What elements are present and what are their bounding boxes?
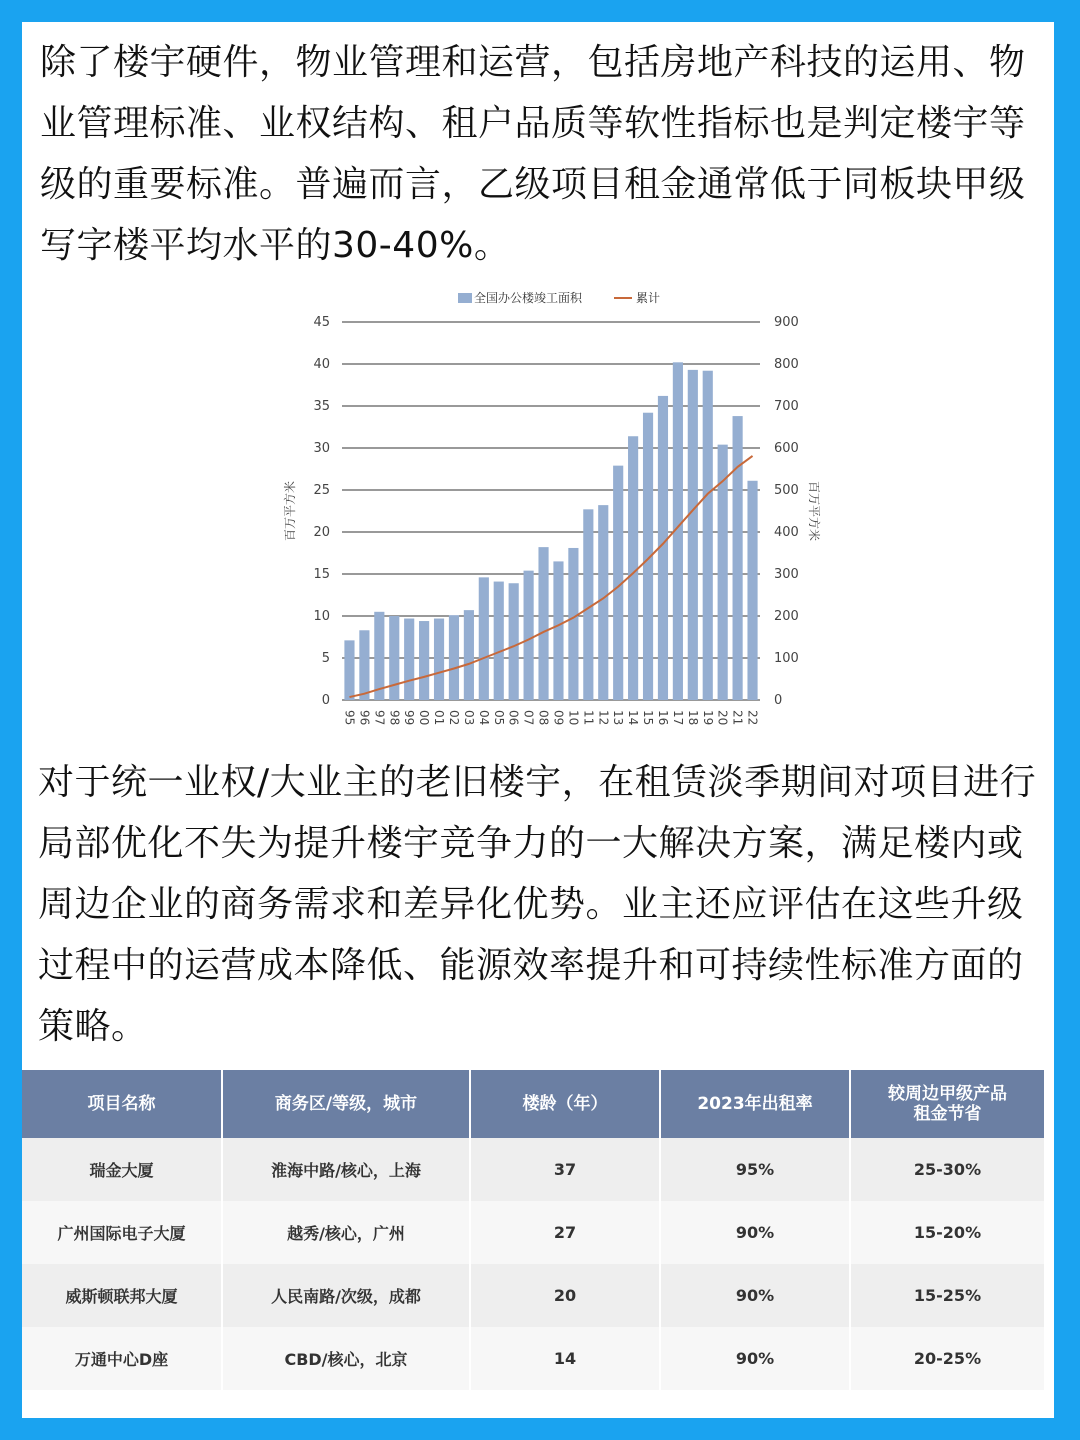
bar <box>553 561 563 700</box>
y2-tick-label: 600 <box>774 441 799 456</box>
x-tick-label: 06 <box>506 710 521 726</box>
x-tick-label: 16 <box>655 710 670 726</box>
col-header-occupancy: 2023年出租率 <box>660 1070 850 1138</box>
y-tick-label: 20 <box>313 525 330 540</box>
cell-occupancy: 90% <box>660 1327 850 1390</box>
x-tick-label: 03 <box>461 710 476 726</box>
y-tick-label: 0 <box>321 693 330 708</box>
cell-savings: 15-25% <box>850 1264 1044 1327</box>
y2-tick-label: 200 <box>774 609 799 624</box>
bar <box>509 583 519 700</box>
x-tick-label: 22 <box>745 710 760 726</box>
table-header-row <box>22 1070 1044 1138</box>
table-row <box>22 1327 1044 1390</box>
cell-age: 14 <box>470 1327 660 1390</box>
bar <box>568 548 578 700</box>
y-axis-label: 百万平方米 <box>283 480 297 542</box>
cell-district: 人民南路/次级，成都 <box>222 1264 470 1327</box>
project-table <box>22 1070 1044 1390</box>
x-tick-label: 00 <box>417 710 432 726</box>
x-tick-label: 15 <box>641 710 656 726</box>
cell-name: 广州国际电子大厦 <box>22 1201 222 1264</box>
content-card <box>22 22 1054 1418</box>
cell-age: 20 <box>470 1264 660 1327</box>
x-tick-label: 18 <box>685 710 700 726</box>
y2-tick-label: 500 <box>774 483 799 498</box>
x-tick-label: 21 <box>730 710 745 726</box>
x-tick-label: 14 <box>626 710 641 726</box>
legend-label-line: 累计 <box>636 291 661 305</box>
x-tick-label: 01 <box>432 710 447 726</box>
x-tick-label: 04 <box>476 710 491 726</box>
y-tick-label: 35 <box>313 399 330 414</box>
y-tick-label: 45 <box>313 315 330 330</box>
x-tick-label: 17 <box>670 710 685 726</box>
y2-tick-label: 900 <box>774 315 799 330</box>
x-tick-label: 05 <box>491 710 506 726</box>
y-tick-label: 15 <box>313 567 330 582</box>
bar <box>434 619 444 700</box>
x-tick-label: 13 <box>611 710 626 726</box>
x-tick-label: 08 <box>536 710 551 726</box>
bar <box>479 577 489 700</box>
bar <box>494 582 504 700</box>
cell-district: 越秀/核心，广州 <box>222 1201 470 1264</box>
cell-name: 瑞金大厦 <box>22 1138 222 1201</box>
bar <box>538 547 548 700</box>
y-tick-label: 30 <box>313 441 330 456</box>
x-tick-label: 12 <box>596 710 611 726</box>
cell-occupancy: 95% <box>660 1138 850 1201</box>
x-tick-label: 09 <box>551 710 566 726</box>
x-tick-label: 07 <box>521 710 536 726</box>
col-header-savings: 较周边甲级产品 租金节省 <box>850 1070 1044 1138</box>
x-tick-label: 20 <box>715 710 730 726</box>
bar <box>374 612 384 700</box>
cell-savings: 25-30% <box>850 1138 1044 1201</box>
cell-district: 淮海中路/核心，上海 <box>222 1138 470 1201</box>
y2-tick-label: 800 <box>774 357 799 372</box>
bar <box>524 571 534 700</box>
bar <box>389 616 399 700</box>
col-header-district: 商务区/等级，城市 <box>222 1070 470 1138</box>
x-tick-label: 02 <box>446 710 461 726</box>
y2-tick-label: 100 <box>774 651 799 666</box>
bar <box>464 610 474 700</box>
legend-swatch-bar <box>458 293 472 303</box>
y-tick-label: 10 <box>313 609 330 624</box>
col-header-age: 楼龄（年） <box>470 1070 660 1138</box>
bar <box>628 436 638 700</box>
x-tick-label: 19 <box>700 710 715 726</box>
bar <box>703 371 713 700</box>
y-tick-label: 25 <box>313 483 330 498</box>
y2-axis-label: 百万平方米 <box>807 480 821 542</box>
bar <box>419 621 429 700</box>
cell-district: CBD/核心，北京 <box>222 1327 470 1390</box>
table-row <box>22 1201 1044 1264</box>
intro-paragraph: 除了楼宇硬件，物业管理和运营，包括房地产科技的运用、物业管理标准、业权结构、租户品质等软性指标也是判定楼宇等级的重要标准。普遍而言，乙级项目租金通常低于同板块甲级写字楼平均水平的30-40%。 <box>40 42 1026 266</box>
completion-area-chart <box>252 280 832 750</box>
x-tick-label: 97 <box>372 710 387 726</box>
y-tick-label: 5 <box>321 651 330 666</box>
cell-savings: 20-25% <box>850 1327 1044 1390</box>
bar <box>733 416 743 700</box>
cell-occupancy: 90% <box>660 1264 850 1327</box>
bar <box>344 640 354 700</box>
x-tick-label: 96 <box>357 710 372 726</box>
y2-tick-label: 400 <box>774 525 799 540</box>
bar <box>688 370 698 700</box>
y-tick-label: 40 <box>313 357 330 372</box>
bar <box>449 615 459 700</box>
strategy-paragraph: 对于统一业权/大业主的老旧楼宇，在租赁淡季期间对项目进行局部优化不失为提升楼宇竞争力的一大解决方案，满足楼内或周边企业的商务需求和差异化优势。业主还应评估在这些升级过程中的运营成本降低、能源效率提升和可持续性标准方面的策略。 <box>38 762 1037 1047</box>
y2-tick-label: 700 <box>774 399 799 414</box>
table-row <box>22 1138 1044 1201</box>
y2-tick-label: 0 <box>774 693 783 708</box>
cell-occupancy: 90% <box>660 1201 850 1264</box>
table-row <box>22 1264 1044 1327</box>
x-tick-label: 11 <box>581 710 596 726</box>
x-tick-label: 99 <box>402 710 417 726</box>
x-tick-label: 10 <box>566 710 581 726</box>
legend-label-bar: 全国办公楼竣工面积 <box>474 291 583 305</box>
bar <box>598 505 608 700</box>
bar <box>359 630 369 700</box>
y2-tick-label: 300 <box>774 567 799 582</box>
cell-name: 威斯顿联邦大厦 <box>22 1264 222 1327</box>
col-header-name: 项目名称 <box>22 1070 222 1138</box>
cell-age: 37 <box>470 1138 660 1201</box>
cell-name: 万通中心D座 <box>22 1327 222 1390</box>
cell-savings: 15-20% <box>850 1201 1044 1264</box>
bar <box>404 619 414 700</box>
bar <box>747 481 757 700</box>
cell-age: 27 <box>470 1201 660 1264</box>
x-tick-label: 98 <box>387 710 402 726</box>
x-tick-label: 95 <box>342 710 357 726</box>
